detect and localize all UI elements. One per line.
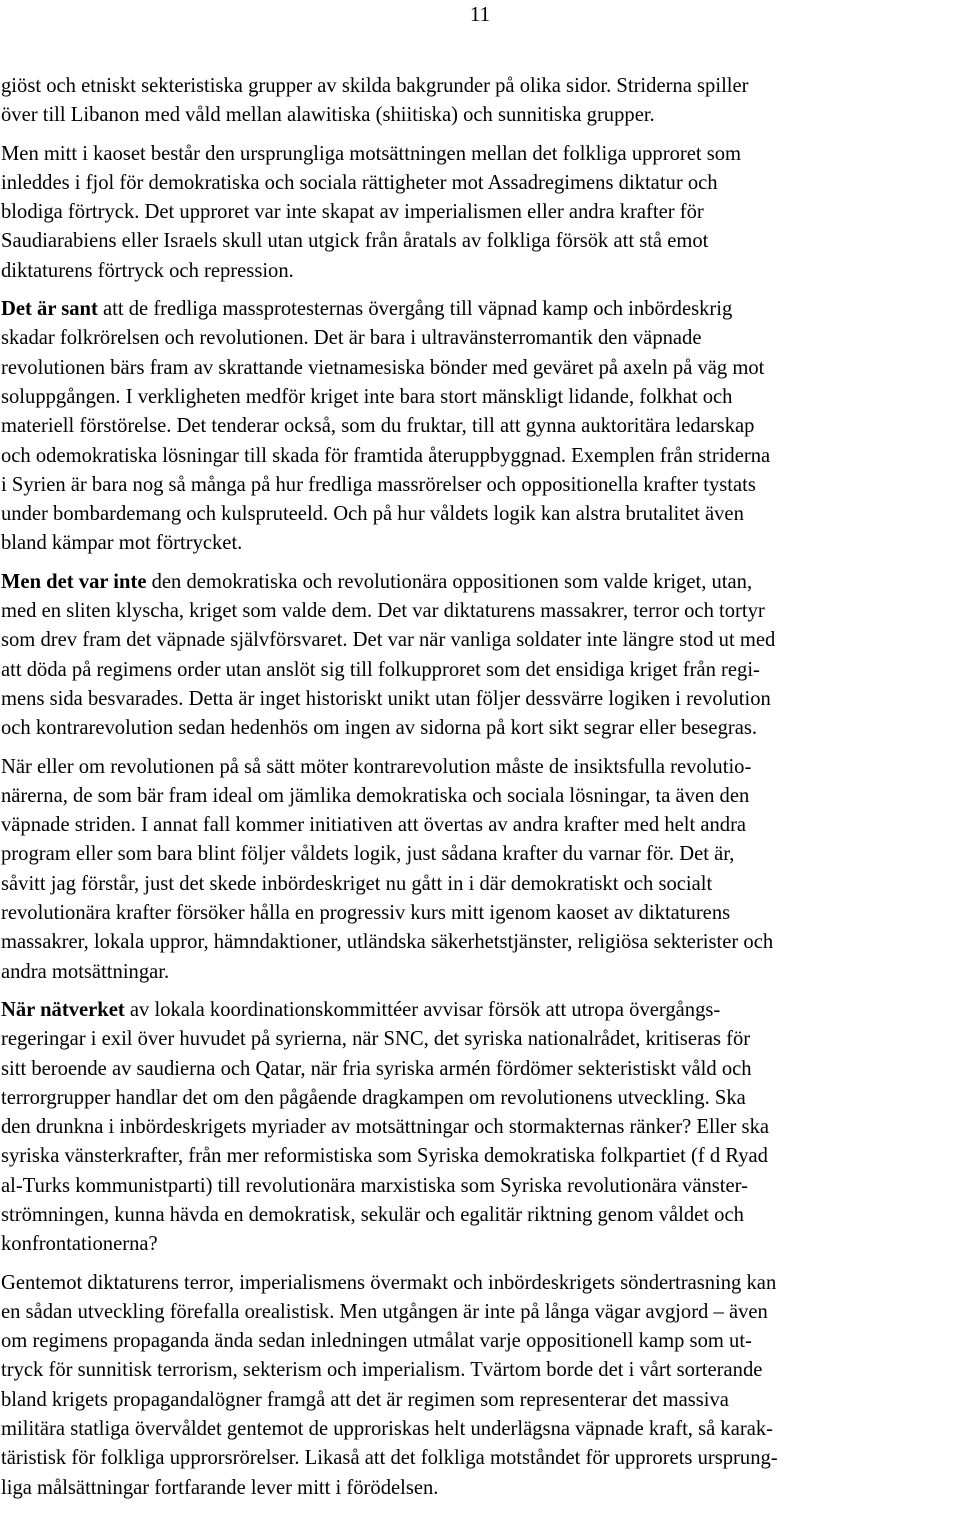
- line-text: sitt beroende av saudierna och Qatar, när fria syriska armén fördömer sekteristiskt våld och: [1, 1057, 752, 1080]
- line-text: såvitt jag förstår, just det skede inbördeskriget nu gått in i där demokratiskt och socialt: [1, 872, 713, 895]
- text-line: [1, 568, 957, 597]
- text-line: [1, 295, 957, 324]
- text-line: [1, 500, 957, 529]
- text-line: [1, 996, 957, 1025]
- text-line: [1, 714, 957, 743]
- text-line: [1, 656, 957, 685]
- text-line: [1, 899, 957, 928]
- line-text: den drunkna i inbördeskrigets myriader av motsättningar och stormakternas ränker? Eller ska: [1, 1116, 770, 1139]
- text-line: [1, 1142, 957, 1171]
- text-line: [1, 840, 957, 869]
- paragraph: [1, 295, 957, 559]
- line-text: liga målsättningar fortfarande lever mitt i förödelsen.: [1, 1476, 439, 1499]
- text-line: [1, 257, 957, 286]
- line-text: al-Turks kommunistparti) till revolutionära marxistiska som Syriska revolutionära vänster-: [1, 1174, 748, 1197]
- paragraph: [1, 1269, 957, 1503]
- line-text: När eller om revolutionen på så sätt möter kontrarevolution måste de insiktsfulla revolutio-: [1, 755, 752, 778]
- line-text: en sådan utveckling förefalla orealistisk. Men utgången är inte på långa vägar avgjord – även: [1, 1300, 768, 1323]
- line-text: bland kämpar mot förtrycket.: [1, 532, 243, 555]
- text-line: [1, 626, 957, 655]
- line-text: syriska vänsterkrafter, från mer reformistiska som Syriska demokratiska folkpartiet (f d Ryad: [1, 1145, 768, 1168]
- paragraph: [1, 140, 957, 286]
- line-text: täristisk för folkliga upprorsrörelser. Likaså att det folkliga motståndet för upprorets ursprung-: [1, 1447, 778, 1470]
- line-text: diktaturens förtryck och repression.: [1, 259, 294, 282]
- line-text: den demokratiska och revolutionära oppositionen som valde kriget, utan,: [146, 570, 753, 593]
- text-line: [1, 412, 957, 441]
- paragraph: [1, 568, 957, 744]
- text-line: [1, 1201, 957, 1230]
- paragraph-lead: Men det var inte: [1, 570, 147, 593]
- line-text: och odemokratiska lösningar till skada för framtida återuppbyggnad. Exemplen från striderna: [1, 444, 771, 467]
- text-line: [1, 1356, 957, 1385]
- line-text: regeringar i exil över huvudet på syrierna, när SNC, det syriska nationalrådet, kritiseras för: [1, 1028, 751, 1051]
- text-line: [1, 1386, 957, 1415]
- paragraph: [1, 72, 957, 131]
- line-text: militära statliga övervåldet gentemot de upproriskas helt underlägsna väpnade kraft, så karak-: [1, 1418, 773, 1441]
- line-text: över till Libanon med våld mellan alawitiska (shiitiska) och sunnitiska grupper.: [1, 104, 655, 127]
- line-text: tryck för sunnitisk terrorism, sekterism och imperialism. Tvärtom borde det i vårt sorterande: [1, 1359, 763, 1382]
- line-text: bland krigets propagandalögner framgå att det är regimen som representerar det massiva: [1, 1388, 729, 1411]
- text-line: [1, 1327, 957, 1356]
- text-line: [1, 928, 957, 957]
- line-text: Men mitt i kaoset består den ursprungliga motsättningen mellan det folkliga upproret som: [1, 142, 742, 165]
- text-line: [1, 1025, 957, 1054]
- text-line: [1, 1055, 957, 1084]
- line-text: mens sida besvarades. Detta är inget historiskt unikt utan följer dessvärre logiken i revolution: [1, 687, 771, 710]
- line-text: soluppgången. I verkligheten medför kriget inte bara stort mänskligt lidande, folkhat och: [1, 385, 733, 408]
- text-line: [1, 870, 957, 899]
- text-line: [1, 1172, 957, 1201]
- text-line: [1, 101, 957, 130]
- line-text: Gentemot diktaturens terror, imperialismens övermakt och inbördeskrigets söndertrasning kan: [1, 1271, 777, 1294]
- paragraph: [1, 753, 957, 987]
- line-text: blodiga förtryck. Det upproret var inte skapat av imperialismen eller andra krafter för: [1, 201, 704, 224]
- text-line: [1, 198, 957, 227]
- paragraph-lead: Det är sant: [1, 298, 98, 321]
- text-line: [1, 227, 957, 256]
- line-text: väpnade striden. I annat fall kommer initiativen att övertas av andra krafter med helt andra: [1, 814, 747, 837]
- text-line: [1, 72, 957, 101]
- paragraph: [1, 996, 957, 1260]
- line-text: Saudiarabiens eller Israels skull utan utgick från åratals av folkliga försök att stå emot: [1, 230, 709, 253]
- text-line: [1, 383, 957, 412]
- line-text: program eller som bara blint följer våldets logik, just sådana krafter du varnar för. Det är,: [1, 843, 735, 866]
- page-number: 11: [469, 2, 491, 26]
- line-text: revolutionen bärs fram av skrattande vietnamesiska bönder med geväret på axeln på väg mot: [1, 356, 765, 379]
- text-line: [1, 958, 957, 987]
- text-line: [1, 140, 957, 169]
- text-line: [1, 471, 957, 500]
- text-line: [1, 1084, 957, 1113]
- text-line: [1, 1474, 957, 1503]
- text-line: [1, 685, 957, 714]
- line-text: terrorgrupper handlar det om den pågående dragkampen om revolutionens utveckling. Ska: [1, 1086, 746, 1109]
- line-text: inleddes i fjol för demokratiska och sociala rättigheter mot Assadregimens diktatur och: [1, 171, 718, 194]
- text-line: [1, 1269, 957, 1298]
- article-body: [1, 72, 957, 1512]
- line-text: strömningen, kunna hävda en demokratisk, sekulär och egalitär riktning genom våldet och: [1, 1203, 744, 1226]
- line-text: att de fredliga massprotesternas övergång till väpnad kamp och inbördeskrig: [97, 298, 733, 321]
- text-line: [1, 324, 957, 353]
- paragraph-lead: När nätverket: [1, 998, 125, 1021]
- line-text: och kontrarevolution sedan hedenhös om ingen av sidorna på kort sikt segrar eller besegras.: [1, 717, 758, 740]
- text-line: [1, 782, 957, 811]
- line-text: under bombardemang och kulspruteeld. Och på hur våldets logik kan alstra brutalitet även: [1, 503, 744, 526]
- line-text: materiell förstörelse. Det tenderar också, som du fruktar, till att gynna auktoritära ledarskap: [1, 415, 755, 438]
- text-line: [1, 753, 957, 782]
- line-text: om regimens propaganda ända sedan inledningen utmålat varje oppositionell kamp som ut-: [1, 1330, 752, 1353]
- line-text: närerna, de som bär fram ideal om jämlika demokratiska och sociala lösningar, ta även den: [1, 784, 750, 807]
- line-text: konfrontationerna?: [1, 1233, 158, 1256]
- text-line: [1, 1415, 957, 1444]
- line-text: revolutionära krafter försöker hålla en progressiv kurs mitt igenom kaoset av diktaturens: [1, 902, 731, 925]
- text-line: [1, 1113, 957, 1142]
- text-line: [1, 354, 957, 383]
- text-line: [1, 442, 957, 471]
- text-line: [1, 1298, 957, 1327]
- line-text: att döda på regimens order utan anslöt sig till folkupproret som det ensidiga kriget från regi-: [1, 658, 760, 681]
- line-text: som drev fram det väpnade självförsvaret. Det var när vanliga soldater inte längre stod ut med: [1, 629, 776, 652]
- text-line: [1, 811, 957, 840]
- text-line: [1, 169, 957, 198]
- text-line: [1, 1230, 957, 1259]
- line-text: skadar folkrörelsen och revolutionen. Det är bara i ultravänsterromantik den väpnade: [1, 327, 702, 350]
- line-text: massakrer, lokala uppror, hämndaktioner, utländska säkerhetstjänster, religiösa sekterister och: [1, 931, 774, 954]
- line-text: andra motsättningar.: [1, 960, 170, 983]
- line-text: av lokala koordinationskommittéer avvisar försök att utropa övergångs-: [124, 998, 721, 1021]
- text-line: [1, 529, 957, 558]
- text-line: [1, 597, 957, 626]
- line-text: i Syrien är bara nog så många på hur fredliga massrörelser och oppositionella krafter tystats: [1, 473, 756, 496]
- text-line: [1, 1444, 957, 1473]
- line-text: giöst och etniskt sekteristiska grupper av skilda bakgrunder på olika sidor. Striderna spiller: [1, 75, 749, 97]
- line-text: med en sliten klyscha, kriget som valde dem. Det var diktaturens massakrer, terror och tortyr: [1, 600, 765, 623]
